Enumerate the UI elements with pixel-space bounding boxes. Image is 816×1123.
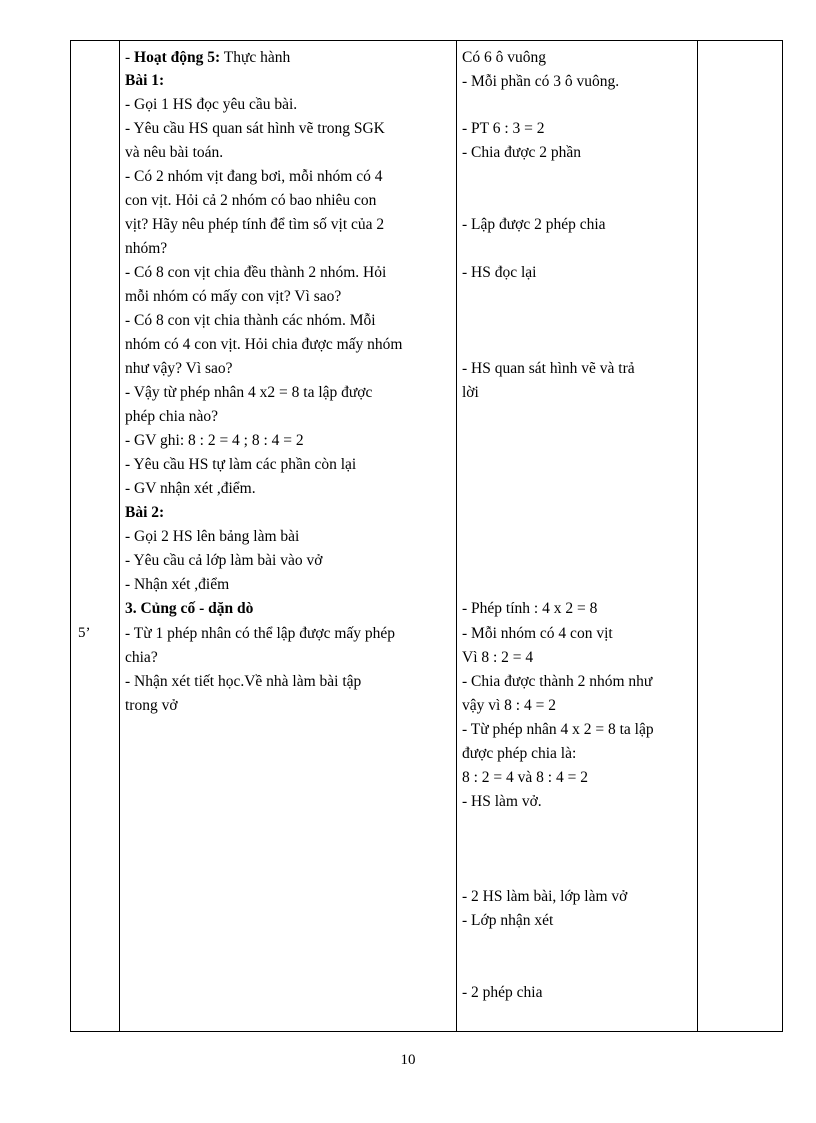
- teacher-line: - Từ 1 phép nhân có thể lập được mấy phép: [125, 625, 396, 642]
- teacher-line: - GV ghi: 8 : 2 = 4 ; 8 : 4 = 2: [125, 432, 304, 449]
- teacher-line: - Có 2 nhóm vịt đang bơi, mỗi nhóm có 4: [125, 168, 383, 185]
- teacher-line: - Hoạt động 5: Thực hành: [125, 49, 291, 66]
- student-line: - Từ phép nhân 4 x 2 = 8 ta lập: [462, 721, 654, 738]
- page-number: 10: [400, 1052, 416, 1068]
- teacher-line: phép chia nào?: [125, 408, 218, 425]
- time-cell: [71, 41, 120, 1032]
- student-line: vậy vì 8 : 4 = 2: [462, 697, 556, 714]
- teacher-line: Bài 1:: [125, 72, 165, 89]
- teacher-line: trong vở: [125, 697, 178, 714]
- teacher-line: nhóm có 4 con vịt. Hỏi chia được mấy nhóm: [125, 336, 403, 353]
- teacher-line: chia?: [125, 649, 158, 666]
- student-line: - 2 HS làm bài, lớp làm vở: [462, 888, 628, 905]
- time-label: 5’: [78, 625, 91, 641]
- student-line: - Chia được thành 2 nhóm như: [462, 673, 653, 690]
- student-line: - 2 phép chia: [462, 984, 543, 1001]
- student-line: - Mỗi phần có 3 ô vuông.: [462, 73, 620, 90]
- student-activities-cell: [457, 41, 698, 1032]
- teacher-activities-cell: [120, 41, 457, 1032]
- lesson-plan-table: [70, 40, 783, 1032]
- teacher-line: - Gọi 2 HS lên bảng làm bài: [125, 528, 300, 545]
- teacher-line: - Vậy từ phép nhân 4 x2 = 8 ta lập được: [125, 384, 373, 401]
- teacher-line: con vịt. Hỏi cả 2 nhóm có bao nhiêu con: [125, 192, 377, 209]
- teacher-line: mỗi nhóm có mấy con vịt? Vì sao?: [125, 288, 342, 305]
- student-line: - HS đọc lại: [462, 264, 537, 281]
- student-line: - PT 6 : 3 = 2: [462, 120, 545, 137]
- student-line: Có 6 ô vuông: [462, 49, 546, 66]
- teacher-line: - Yêu cầu HS quan sát hình vẽ trong SGK: [125, 120, 385, 137]
- teacher-line: - Nhận xét ,điểm: [125, 576, 230, 593]
- student-line: lời: [462, 384, 479, 401]
- student-line: được phép chia là:: [462, 745, 577, 762]
- teacher-line: - Yêu cầu cả lớp làm bài vào vở: [125, 552, 323, 569]
- teacher-line: - Nhận xét tiết học.Về nhà làm bài tập: [125, 673, 362, 690]
- teacher-line: nhóm?: [125, 240, 168, 257]
- teacher-line: - GV nhận xét ,điểm.: [125, 480, 256, 497]
- teacher-line: và nêu bài toán.: [125, 144, 224, 161]
- student-line: - Lớp nhận xét: [462, 912, 554, 929]
- teacher-line: - Có 8 con vịt chia đều thành 2 nhóm. Hỏi: [125, 264, 387, 281]
- teacher-line: 3. Củng cố - dặn dò: [125, 600, 254, 617]
- student-line: Vì 8 : 2 = 4: [462, 649, 534, 666]
- teacher-line: Bài 2:: [125, 504, 165, 521]
- teacher-line: vịt? Hãy nêu phép tính để tìm số vịt của 2: [125, 216, 385, 233]
- student-line: - Mỗi nhóm có 4 con vịt: [462, 625, 613, 642]
- student-line: - Phép tính : 4 x 2 = 8: [462, 600, 598, 617]
- student-line: - Chia được 2 phần: [462, 144, 582, 161]
- teacher-line: - Yêu cầu HS tự làm các phần còn lại: [125, 456, 357, 473]
- student-line: - Lập được 2 phép chia: [462, 216, 606, 233]
- student-line: 8 : 2 = 4 và 8 : 4 = 2: [462, 769, 588, 786]
- notes-cell: [698, 41, 783, 1032]
- teacher-line: - Có 8 con vịt chia thành các nhóm. Mỗi: [125, 312, 376, 329]
- student-line: - HS quan sát hình vẽ và trả: [462, 360, 635, 377]
- table-row: [71, 41, 783, 1032]
- student-line: - HS làm vở.: [462, 793, 542, 810]
- teacher-line: như vậy? Vì sao?: [125, 360, 233, 377]
- teacher-line: - Gọi 1 HS đọc yêu cầu bài.: [125, 96, 298, 113]
